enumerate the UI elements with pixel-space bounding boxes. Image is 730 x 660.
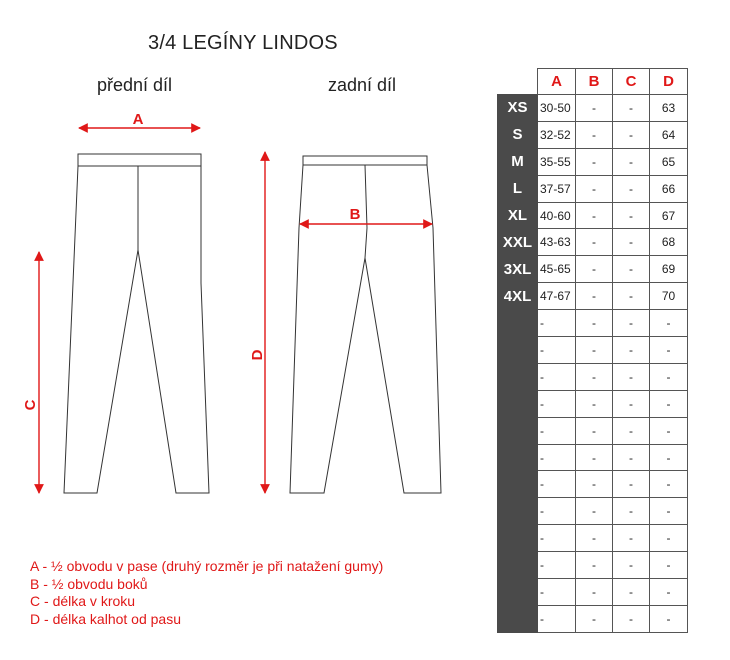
size-label [498,337,538,364]
cell-c: - [613,579,650,606]
cell-d: - [650,605,688,632]
cell-b: - [576,121,613,148]
cell-c: - [613,498,650,525]
cell-a: - [538,363,576,390]
cell-a: - [538,471,576,498]
cell-d: - [650,363,688,390]
cell-b: - [576,605,613,632]
cell-c: - [613,363,650,390]
cell-d: - [650,310,688,337]
cell-d: - [650,579,688,606]
size-label [498,363,538,390]
legend-row-c [30,593,383,611]
back-waistband [303,156,427,165]
cell-a: 43-63 [538,229,576,256]
cell-a: - [538,444,576,471]
cell-b: - [576,363,613,390]
table-row [498,95,688,122]
table-row [498,175,688,202]
table-row [498,525,688,552]
table-row [498,121,688,148]
cell-a: - [538,579,576,606]
cell-c: - [613,229,650,256]
cell-b: - [576,175,613,202]
cell-a: - [538,525,576,552]
header-corner [498,69,538,95]
header-d: D [650,69,688,95]
cell-d: - [650,444,688,471]
cell-d: 65 [650,148,688,175]
table-row [498,363,688,390]
legend-text: - ½ obvodu boků [43,575,148,592]
size-label [498,417,538,444]
cell-d: 64 [650,121,688,148]
cell-a: 45-65 [538,256,576,283]
table-row [498,471,688,498]
measurement-legend [30,558,383,628]
measure-a-letter: A [132,111,144,128]
cell-c: - [613,525,650,552]
table-row [498,310,688,337]
cell-a: - [538,552,576,579]
cell-a: - [538,310,576,337]
cell-c: - [613,337,650,364]
size-label: L [498,175,538,202]
header-c: C [613,69,650,95]
header-b: B [576,69,613,95]
header-a: A [538,69,576,95]
cell-c: - [613,444,650,471]
cell-d: - [650,417,688,444]
cell-b: - [576,498,613,525]
size-table [497,68,688,633]
size-label [498,310,538,337]
cell-c: - [613,148,650,175]
front-waistband [78,154,201,166]
size-table-body [498,95,688,633]
cell-a: 37-57 [538,175,576,202]
back-legs [290,165,441,493]
cell-b: - [576,552,613,579]
legend-key: B [30,575,40,592]
cell-b: - [576,337,613,364]
cell-b: - [576,202,613,229]
legend-key: A [30,558,39,574]
table-row [498,579,688,606]
size-label [498,579,538,606]
size-label [498,444,538,471]
cell-c: - [613,552,650,579]
cell-c: - [613,605,650,632]
back-center-seam [365,165,367,258]
cell-b: - [576,148,613,175]
cell-d: 70 [650,283,688,310]
cell-d: - [650,552,688,579]
cell-d: 68 [650,229,688,256]
cell-a: - [538,417,576,444]
legend-row-d [30,611,383,629]
cell-b: - [576,390,613,417]
cell-a: - [538,337,576,364]
cell-d: - [650,498,688,525]
cell-b: - [576,310,613,337]
table-row [498,605,688,632]
legend-text: - ½ obvodu v pase (druhý rozměr je při natažení gumy) [42,558,384,574]
measure-d-letter: D [249,349,266,361]
cell-b: - [576,417,613,444]
table-row [498,498,688,525]
size-label [498,498,538,525]
table-row [498,202,688,229]
legend-key: D [30,610,41,627]
cell-d: 69 [650,256,688,283]
cell-b: - [576,579,613,606]
table-row [498,417,688,444]
cell-b: - [576,256,613,283]
cell-b: - [576,229,613,256]
cell-c: - [613,310,650,337]
cell-b: - [576,525,613,552]
cell-c: - [613,121,650,148]
cell-b: - [576,444,613,471]
legend-row-a [30,558,383,576]
cell-b: - [576,283,613,310]
size-table-header [498,69,688,95]
cell-a: 30-50 [538,95,576,122]
cell-b: - [576,471,613,498]
size-label [498,471,538,498]
cell-d: - [650,337,688,364]
size-label [498,390,538,417]
table-row [498,390,688,417]
cell-d: - [650,525,688,552]
table-row [498,552,688,579]
cell-a: - [538,605,576,632]
size-label: S [498,121,538,148]
cell-c: - [613,417,650,444]
cell-c: - [613,471,650,498]
cell-b: - [576,95,613,122]
cell-d: - [650,471,688,498]
table-row [498,283,688,310]
cell-c: - [613,95,650,122]
table-row [498,148,688,175]
size-label: XL [498,202,538,229]
cell-a: 40-60 [538,202,576,229]
cell-d: 67 [650,202,688,229]
table-row [498,229,688,256]
cell-c: - [613,175,650,202]
measure-c-letter: C [22,399,39,411]
size-label: M [498,148,538,175]
cell-c: - [613,202,650,229]
cell-a: 32-52 [538,121,576,148]
cell-c: - [613,390,650,417]
page-title: 3/4 LEGÍNY LINDOS [148,32,338,54]
back-view-label: zadní díl [328,75,397,95]
size-label [498,525,538,552]
cell-d: 63 [650,95,688,122]
table-row [498,444,688,471]
cell-d: 66 [650,175,688,202]
cell-a: - [538,498,576,525]
legend-text: - délka kalhot od pasu [44,610,181,627]
cell-a: 35-55 [538,148,576,175]
front-view-label: přední díl [97,75,173,95]
size-label: 3XL [498,256,538,283]
front-legs [64,166,209,493]
table-row [498,256,688,283]
back-leggings-outline [290,156,441,493]
cell-d: - [650,390,688,417]
size-label [498,552,538,579]
size-label: XXL [498,229,538,256]
size-label: 4XL [498,283,538,310]
measure-b-letter: B [349,206,361,223]
cell-a: 47-67 [538,283,576,310]
cell-a: - [538,390,576,417]
cell-c: - [613,256,650,283]
cell-c: - [613,283,650,310]
legend-row-b [30,576,383,594]
front-leggings-outline [64,154,209,493]
legend-text: - délka v kroku [44,593,136,609]
legend-key: C [30,593,41,609]
size-label: XS [498,95,538,122]
size-label [498,605,538,632]
table-row [498,337,688,364]
